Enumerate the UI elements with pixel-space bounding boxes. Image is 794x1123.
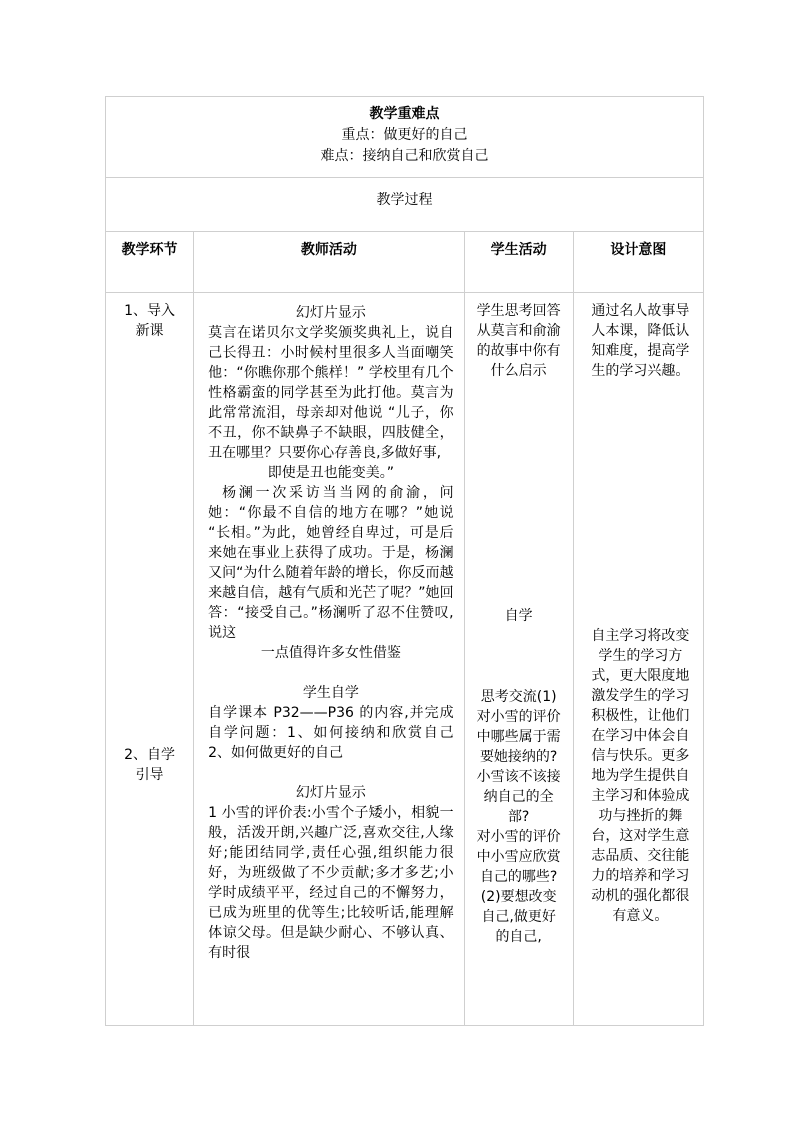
- process-title-cell: [106, 178, 704, 232]
- slide1-paragraph1: 莫言在诺贝尔文学奖颁奖典礼上，说自己长得丑：小时候村里很多人当面嘲笑他：“你瞧你那个熊样！” 学校里有几个性格霸蛮的同学甚至为此打他。莫言为此常常流泪，母亲却对他说 “儿子，你不丑，你不缺鼻子不缺眼，四肢健全，丑在哪里？只要你心存善良,多做好事,: [208, 325, 454, 461]
- self-study-heading: 学生自学: [302, 685, 359, 701]
- student-self-study: 自学: [504, 608, 533, 624]
- process-title: 教学过程: [376, 192, 433, 208]
- design-intro: 通过名人故事导人本课，降低认知难度，提高学生的学习兴趣。: [591, 303, 690, 379]
- slide1-paragraph1-end: 即使是丑也能变美。”: [267, 465, 394, 481]
- key-difficulty-title: 教学重难点: [369, 106, 440, 122]
- discussion-q-appreciate: 对小雪的评价中小雪应欣赏自己的哪些?: [476, 829, 561, 885]
- self-study-text: 自学课本 P32——P36 的内容,并完成自学问题：1、如何接纳和欣赏自己 2、如何做更好的自己: [208, 705, 454, 761]
- student-discussion: [477, 687, 561, 947]
- discussion-q1: 思考交流(1)对小雪的评价中哪些属于需要她接纳的?: [476, 689, 561, 765]
- student-intro: 学生思考回答从莫言和俞渝的故事中你有什么启示: [476, 303, 561, 379]
- teacher-activity-column: [194, 293, 464, 1026]
- stage-self-study: 2、自学引导: [124, 747, 176, 783]
- stage-column: [106, 293, 194, 1026]
- discussion-q2: (2)要想改变自己,做更好的自己,: [480, 889, 557, 945]
- column-header-student: 学生活动: [464, 232, 573, 293]
- slide1-heading: 幻灯片显示: [295, 305, 366, 321]
- slide2-heading: 幻灯片显示: [295, 785, 366, 801]
- student-activity-column: [464, 293, 573, 1026]
- key-point: 重点：做更好的自己: [341, 127, 468, 143]
- lesson-plan-table: [105, 96, 704, 1026]
- column-header-design: 设计意图: [573, 232, 703, 293]
- difficulty-point: 难点：接纳自己和欣赏自己: [320, 148, 489, 164]
- slide2-text: 1 小雪的评价表:小雪个子矮小，相貌一般，活泼开朗,兴趣广泛,喜欢交往,人缘好;能团结同学,责任心强,组织能力很好，为班级做了不少贡献;多才多艺;小学时成绩平平，经过自己的不懈努力，已成为班里的优等生;比较听话,能理解体谅父母。但是缺少耐心、不够认真、有时很: [208, 805, 454, 961]
- discussion-q-accept: 小雪该不该接纳自己的全部?: [476, 769, 561, 825]
- design-intent-column: [573, 293, 703, 1026]
- column-header-stage: 教学环节: [106, 232, 194, 293]
- design-self-study: 自主学习将改变学生的学习方式，更大限度地激发学生的学习积极性，让他们在学习中体会自信与快乐。更多地为学生提供自主学习和体验成功与挫折的舞台，这对学生意志品质、交往能力的培养和学习动机的强化都很有意义。: [591, 628, 690, 924]
- column-header-teacher: 教师活动: [194, 232, 464, 293]
- stage-intro: 1、导入新课: [124, 303, 176, 339]
- slide1-paragraph2-end: 一点值得许多女性借鉴: [260, 645, 401, 661]
- slide1-paragraph2: 杨澜一次采访当当网的俞渝，问她：“你最不自信的地方在哪？”她说 “长相。”为此，她曾经自卑过，可是后来她在事业上获得了成功。于是，杨澜又问“为什么随着年龄的增长，你反而越来越自信，越有气质和光芒了呢？”她回答：“接受自己。”杨澜听了忍不住赞叹,说这: [208, 485, 454, 641]
- key-difficulty-cell: [106, 97, 704, 178]
